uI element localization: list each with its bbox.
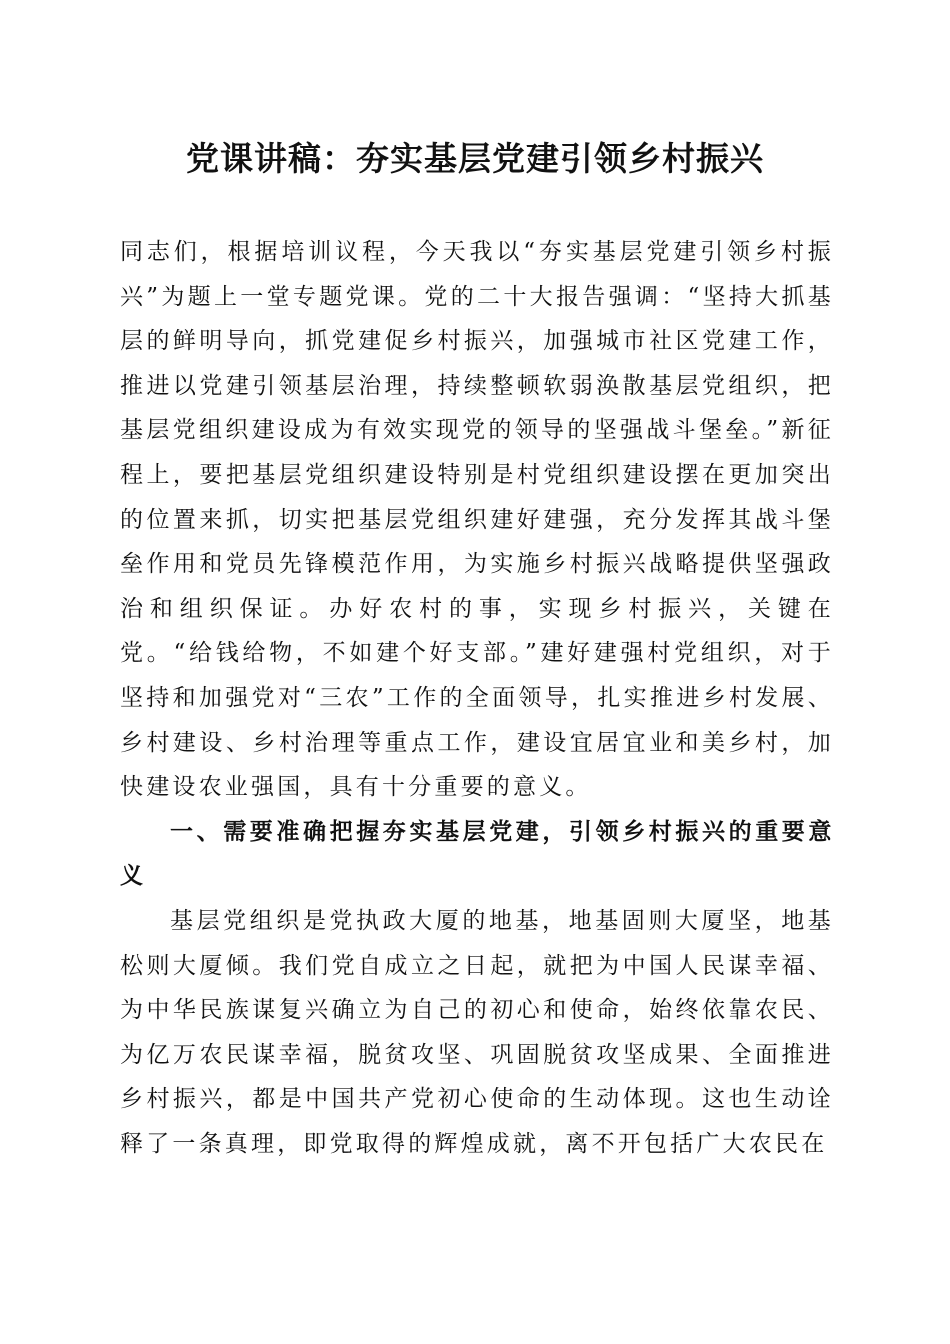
section-paragraph: 基层党组织是党执政大厦的地基，地基固则大厦坚，地基松则大厦倾。我们党自成立之日起，就把为中国人民谋幸福、为中华民族谋复兴确立为自己的初心和使命，始终依靠农民、为亿万农民谋幸福，脱贫攻坚、巩固脱贫攻坚成果、全面推进乡村振兴，都是中国共产党初心使命的生动体现。这也生动诠释了一条真理，即党取得的辉煌成就，离不开包括广大农民在 <box>120 907 834 1157</box>
document-body <box>120 230 834 1166</box>
section-heading: 一、需要准确把握夯实基层党建，引领乡村振兴的重要意义 <box>120 818 834 890</box>
intro-paragraph: 同志们，根据培训议程，今天我以“夯实基层党建引领乡村振兴”为题上一堂专题党课。党的二十大报告强调：“坚持大抓基层的鲜明导向，抓党建促乡村振兴，加强城市社区党建工作，推进以党建引领基层治理，持续整顿软弱涣散基层党组织，把基层党组织建设成为有效实现党的领导的坚强战斗堡垒。”新征程上，要把基层党组织建设特别是村党组织建设摆在更加突出的位置来抓，切实把基层党组织建好建强，充分发挥其战斗堡垒作用和党员先锋模范作用，为实施乡村振兴战略提供坚强政治和组织保证。办好农村的事，实现乡村振兴，关键在党。“给钱给物，不如建个好支部。”建好建强村党组织，对于坚持和加强党对“三农”工作的全面领导，扎实推进乡村发展、乡村建设、乡村治理等重点工作，建设宜居宜业和美乡村，加快建设农业强国，具有十分重要的意义。 <box>120 239 834 801</box>
document-title: 党课讲稿：夯实基层党建引领乡村振兴 <box>186 139 764 178</box>
